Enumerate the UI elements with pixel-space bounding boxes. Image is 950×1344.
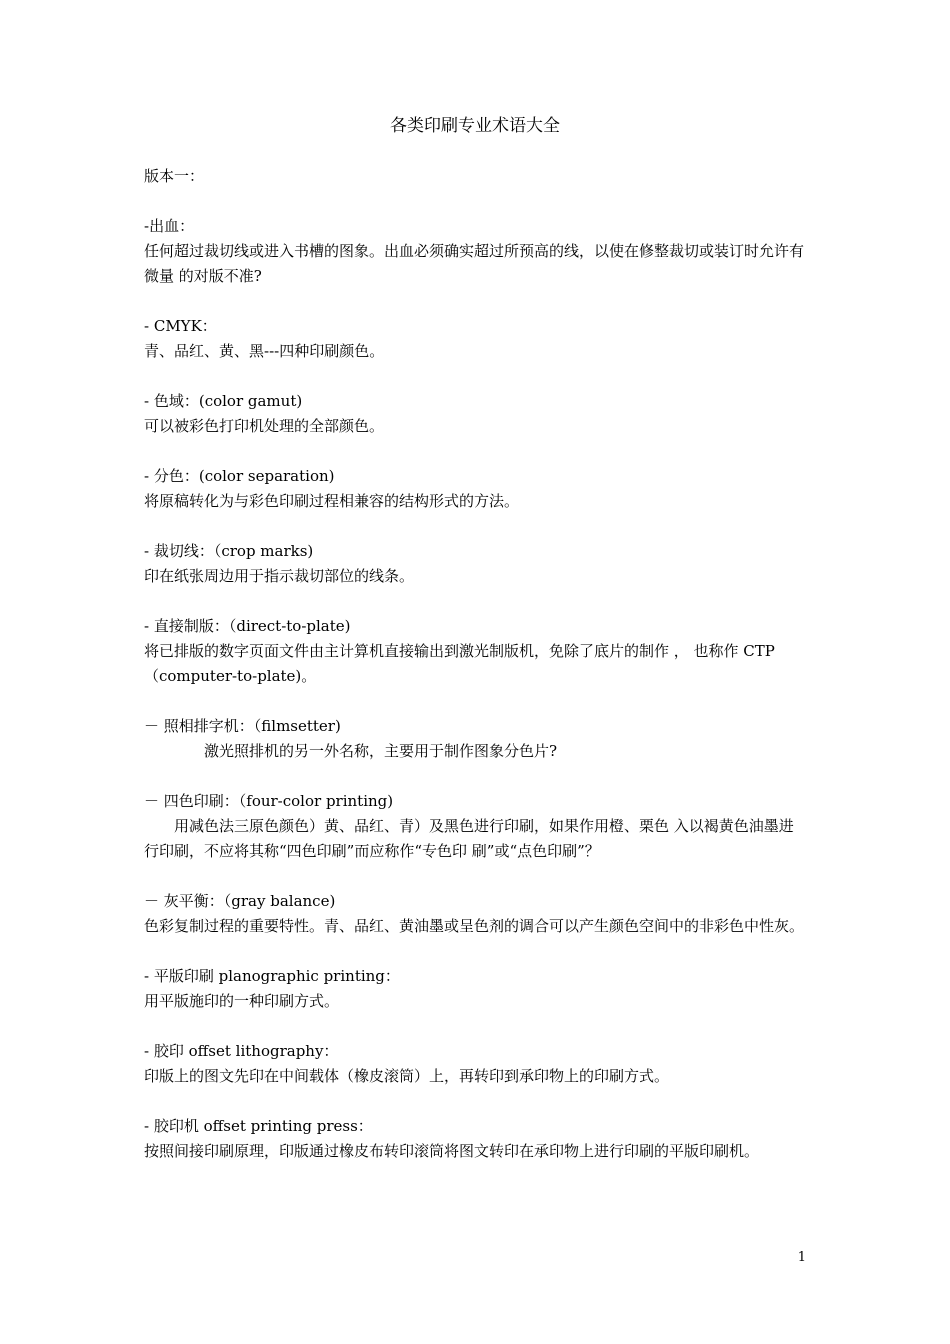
term-entry xyxy=(144,789,808,864)
term-heading: － 四色印刷：（four-color printing) xyxy=(144,792,394,810)
document-title: 各类印刷专业术语大全 xyxy=(390,116,560,136)
term-definition: 按照间接印刷原理，印版通过橡皮布转印滚筒将图文转印在承印物上进行印刷的平版印刷机。 xyxy=(144,1142,760,1160)
term-entry xyxy=(144,464,808,514)
term-heading: - 分色：(color separation) xyxy=(144,467,335,485)
term-heading: - 胶印机 offset printing press： xyxy=(144,1117,373,1135)
term-entry xyxy=(144,539,808,589)
term-entry xyxy=(144,314,808,364)
term-definition: 青、品红、黄、黑---四种印刷颜色。 xyxy=(144,342,385,360)
document-body xyxy=(144,164,808,1189)
term-heading: - 色域：(color gamut) xyxy=(144,392,303,410)
term-entry xyxy=(144,714,808,764)
term-heading: - 裁切线：（crop marks) xyxy=(144,542,314,560)
term-entry xyxy=(144,214,808,289)
term-heading: - 平版印刷 planographic printing： xyxy=(144,967,400,985)
term-definition: 任何超过裁切线或进入书槽的图象。出血必须确实超过所预高的线，以使在修整裁切或装订时允许有微量 的对版不准? xyxy=(144,242,805,285)
term-entry xyxy=(144,614,808,689)
term-heading: -出血： xyxy=(144,217,195,235)
term-heading: - 胶印 offset lithography： xyxy=(144,1042,339,1060)
term-entry xyxy=(144,1114,808,1164)
term-definition: 印版上的图文先印在中间载体（橡皮滚筒）上，再转印到承印物上的印刷方式。 xyxy=(144,1067,670,1085)
term-definition: 将已排版的数字页面文件由主计算机直接输出到激光制版机，免除了底片的制作 ， 也称作 CTP （computer-to-plate)。 xyxy=(144,642,775,685)
term-heading: － 灰平衡：（gray balance) xyxy=(144,892,336,910)
term-definition: 用平版施印的一种印刷方式。 xyxy=(144,992,340,1010)
term-definition: 将原稿转化为与彩色印刷过程相兼容的结构形式的方法。 xyxy=(144,492,520,510)
term-heading: － 照相排字机：（filmsetter) xyxy=(144,717,341,735)
term-entry xyxy=(144,389,808,439)
term-definition: 激光照排机的另一外名称，主要用于制作图象分色片? xyxy=(204,742,558,760)
term-definition: 可以被彩色打印机处理的全部颜色。 xyxy=(144,417,385,435)
term-heading: - CMYK： xyxy=(144,317,217,335)
term-entry xyxy=(144,889,808,939)
term-definition: 色彩复制过程的重要特性。青、品红、黄油墨或呈色剂的调合可以产生颜色空间中的非彩色中性灰。 xyxy=(144,917,805,935)
version-label: 版本一： xyxy=(144,167,205,185)
term-entry xyxy=(144,1039,808,1089)
term-definition: 用减色法三原色颜色）黄、品红、青）及黑色进行印刷，如果作用橙、栗色 入以褐黄色油墨进行印刷，不应将其称“四色印刷”而应称作“专色印 刷”或“点色印刷”？ xyxy=(144,817,794,860)
term-definition: 印在纸张周边用于指示裁切部位的线条。 xyxy=(144,567,415,585)
term-heading: - 直接制版：（direct-to-plate) xyxy=(144,617,351,635)
page-number: 1 xyxy=(797,1250,806,1265)
term-entry xyxy=(144,964,808,1014)
